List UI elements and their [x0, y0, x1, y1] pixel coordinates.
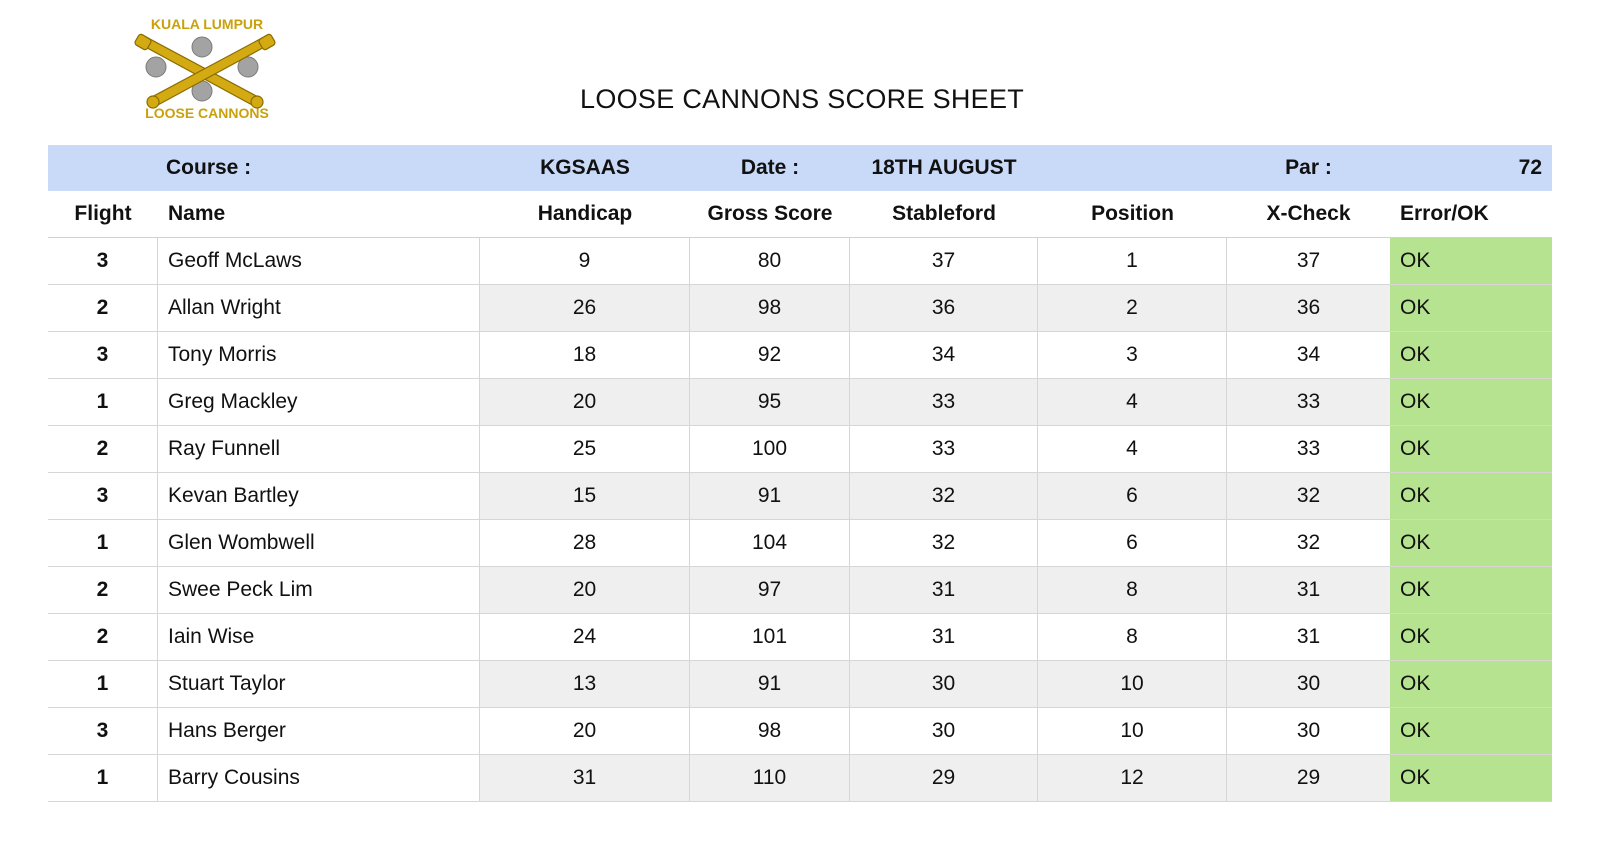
club-logo [134, 14, 280, 126]
par-label: Par : [1285, 156, 1332, 179]
gross-score-cell[interactable]: 104 [690, 520, 850, 566]
name-cell[interactable]: Iain Wise [158, 614, 480, 660]
stableford-cell[interactable]: 29 [850, 755, 1038, 801]
status-cell[interactable]: OK [1390, 520, 1552, 566]
flight-cell[interactable]: 2 [48, 285, 158, 331]
header-flight: Flight [74, 202, 132, 225]
date-value: 18TH AUGUST [871, 156, 1017, 179]
gross-score-cell[interactable]: 92 [690, 332, 850, 378]
flight-cell[interactable]: 2 [48, 567, 158, 613]
table-row[interactable] [48, 661, 1552, 708]
gross-score-cell[interactable]: 110 [690, 755, 850, 801]
flight-cell[interactable]: 3 [48, 473, 158, 519]
header-stableford: Stableford [892, 202, 996, 225]
status-cell[interactable]: OK [1390, 567, 1552, 613]
table-row[interactable] [48, 285, 1552, 332]
table-row[interactable] [48, 379, 1552, 426]
handicap-cell[interactable]: 20 [480, 379, 690, 425]
x-check-cell[interactable]: 33 [1296, 437, 1321, 460]
gross-score-cell[interactable]: 80 [690, 238, 850, 284]
x-check-cell[interactable]: 32 [1296, 531, 1321, 554]
score-sheet-table [48, 145, 1552, 802]
player-rows [48, 238, 1552, 802]
position-cell[interactable]: 4 [1038, 426, 1227, 472]
header-error-ok: Error/OK [1400, 202, 1489, 225]
table-row[interactable] [48, 755, 1552, 802]
crossed-cannons-logo [134, 14, 280, 126]
flight-cell[interactable]: 2 [48, 426, 158, 472]
position-cell[interactable]: 1 [1038, 238, 1227, 284]
gross-score-cell[interactable]: 97 [690, 567, 850, 613]
flight-cell[interactable]: 3 [48, 238, 158, 284]
course-value: KGSAAS [540, 156, 630, 179]
position-cell[interactable]: 3 [1038, 332, 1227, 378]
status-cell[interactable]: OK [1390, 473, 1552, 519]
x-check-cell[interactable]: 30 [1296, 719, 1321, 742]
flight-cell[interactable]: 1 [48, 520, 158, 566]
status-cell[interactable]: OK [1390, 238, 1552, 284]
status-cell[interactable]: OK [1390, 379, 1552, 425]
position-cell[interactable]: 4 [1038, 379, 1227, 425]
position-cell[interactable]: 6 [1038, 520, 1227, 566]
name-cell[interactable]: Ray Funnell [158, 426, 480, 472]
flight-cell[interactable]: 2 [48, 614, 158, 660]
gross-score-cell[interactable]: 100 [690, 426, 850, 472]
x-check-cell[interactable]: 31 [1227, 567, 1390, 613]
name-cell[interactable]: Hans Berger [158, 708, 480, 754]
table-row[interactable] [48, 520, 1552, 567]
status-cell[interactable]: OK [1390, 614, 1552, 660]
stableford-cell[interactable]: 30 [850, 661, 1038, 707]
x-check-cell[interactable]: 33 [1227, 379, 1390, 425]
name-cell[interactable]: Glen Wombwell [158, 520, 480, 566]
handicap-cell[interactable]: 18 [480, 332, 690, 378]
stableford-cell[interactable]: 32 [850, 520, 1038, 566]
par-value: 72 [1518, 156, 1542, 179]
position-cell[interactable]: 10 [1038, 708, 1227, 754]
x-check-cell[interactable]: 30 [1227, 661, 1390, 707]
name-cell[interactable]: Stuart Taylor [158, 661, 480, 707]
stableford-cell[interactable]: 33 [850, 379, 1038, 425]
stableford-cell[interactable]: 32 [850, 473, 1038, 519]
handicap-cell[interactable]: 24 [480, 614, 690, 660]
table-row[interactable] [48, 614, 1552, 661]
logo-top-text: KUALA LUMPUR [150, 16, 264, 32]
gross-score-cell[interactable]: 91 [690, 661, 850, 707]
gross-score-cell[interactable]: 91 [690, 473, 850, 519]
name-cell[interactable]: Barry Cousins [158, 755, 480, 801]
stableford-cell[interactable]: 36 [850, 285, 1038, 331]
name-cell[interactable]: Greg Mackley [158, 379, 480, 425]
handicap-cell[interactable]: 25 [480, 426, 690, 472]
course-label: Course : [166, 156, 252, 179]
page-title: LOOSE CANNONS SCORE SHEET [580, 84, 1025, 114]
name-cell[interactable]: Allan Wright [158, 285, 480, 331]
position-cell[interactable]: 8 [1038, 567, 1227, 613]
date-label: Date : [740, 156, 800, 179]
gross-score-cell[interactable]: 95 [690, 379, 850, 425]
flight-cell[interactable]: 3 [48, 708, 158, 754]
header-name: Name [168, 202, 226, 225]
header-x-check: X-Check [1266, 202, 1351, 225]
handicap-cell[interactable]: 13 [480, 661, 690, 707]
status-cell[interactable]: OK [1390, 708, 1552, 754]
name-cell[interactable]: Swee Peck Lim [158, 567, 480, 613]
x-check-cell[interactable]: 29 [1227, 755, 1390, 801]
x-check-cell[interactable]: 32 [1227, 473, 1390, 519]
name-cell[interactable]: Tony Morris [158, 332, 480, 378]
position-cell[interactable]: 10 [1038, 661, 1227, 707]
status-cell[interactable]: OK [1390, 661, 1552, 707]
x-check-cell[interactable]: 37 [1296, 249, 1321, 272]
table-row[interactable] [48, 473, 1552, 520]
x-check-cell[interactable]: 34 [1296, 343, 1321, 366]
gross-score-cell[interactable]: 101 [690, 614, 850, 660]
header-position: Position [1091, 202, 1174, 225]
name-cell[interactable]: Geoff McLaws [158, 238, 480, 284]
column-header-row [48, 191, 1552, 238]
handicap-cell[interactable]: 28 [480, 520, 690, 566]
flight-cell[interactable]: 1 [48, 379, 158, 425]
handicap-cell[interactable]: 26 [480, 285, 690, 331]
info-spacer [1038, 145, 1227, 191]
table-row[interactable] [48, 426, 1552, 473]
gross-score-cell[interactable]: 98 [690, 708, 850, 754]
position-cell[interactable]: 2 [1038, 285, 1227, 331]
gross-score-cell[interactable]: 98 [690, 285, 850, 331]
stableford-cell[interactable]: 34 [850, 332, 1038, 378]
table-row[interactable] [48, 238, 1552, 285]
x-check-cell[interactable]: 31 [1296, 625, 1321, 648]
handicap-cell[interactable]: 20 [480, 567, 690, 613]
status-cell[interactable]: OK [1390, 755, 1552, 801]
handicap-cell[interactable]: 31 [480, 755, 690, 801]
course-info-row [48, 145, 1552, 191]
stableford-cell[interactable]: 30 [850, 708, 1038, 754]
stableford-cell[interactable]: 37 [850, 238, 1038, 284]
stableford-cell[interactable]: 33 [850, 426, 1038, 472]
status-cell[interactable]: OK [1390, 332, 1552, 378]
table-row[interactable] [48, 567, 1552, 614]
flight-cell[interactable]: 1 [48, 755, 158, 801]
status-cell[interactable]: OK [1390, 426, 1552, 472]
stableford-cell[interactable]: 31 [850, 614, 1038, 660]
handicap-cell[interactable]: 15 [480, 473, 690, 519]
table-row[interactable] [48, 332, 1552, 379]
status-cell[interactable]: OK [1390, 285, 1552, 331]
table-row[interactable] [48, 708, 1552, 755]
handicap-cell[interactable]: 20 [480, 708, 690, 754]
stableford-cell[interactable]: 31 [850, 567, 1038, 613]
x-check-cell[interactable]: 36 [1227, 285, 1390, 331]
header-gross-score: Gross Score [707, 202, 833, 225]
flight-cell[interactable]: 3 [48, 332, 158, 378]
position-cell[interactable]: 12 [1038, 755, 1227, 801]
logo-bottom-text: LOOSE CANNONS [145, 105, 269, 121]
name-cell[interactable]: Kevan Bartley [158, 473, 480, 519]
position-cell[interactable]: 8 [1038, 614, 1227, 660]
handicap-cell[interactable]: 9 [480, 238, 690, 284]
position-cell[interactable]: 6 [1038, 473, 1227, 519]
header-handicap: Handicap [537, 202, 633, 225]
flight-cell[interactable]: 1 [48, 661, 158, 707]
